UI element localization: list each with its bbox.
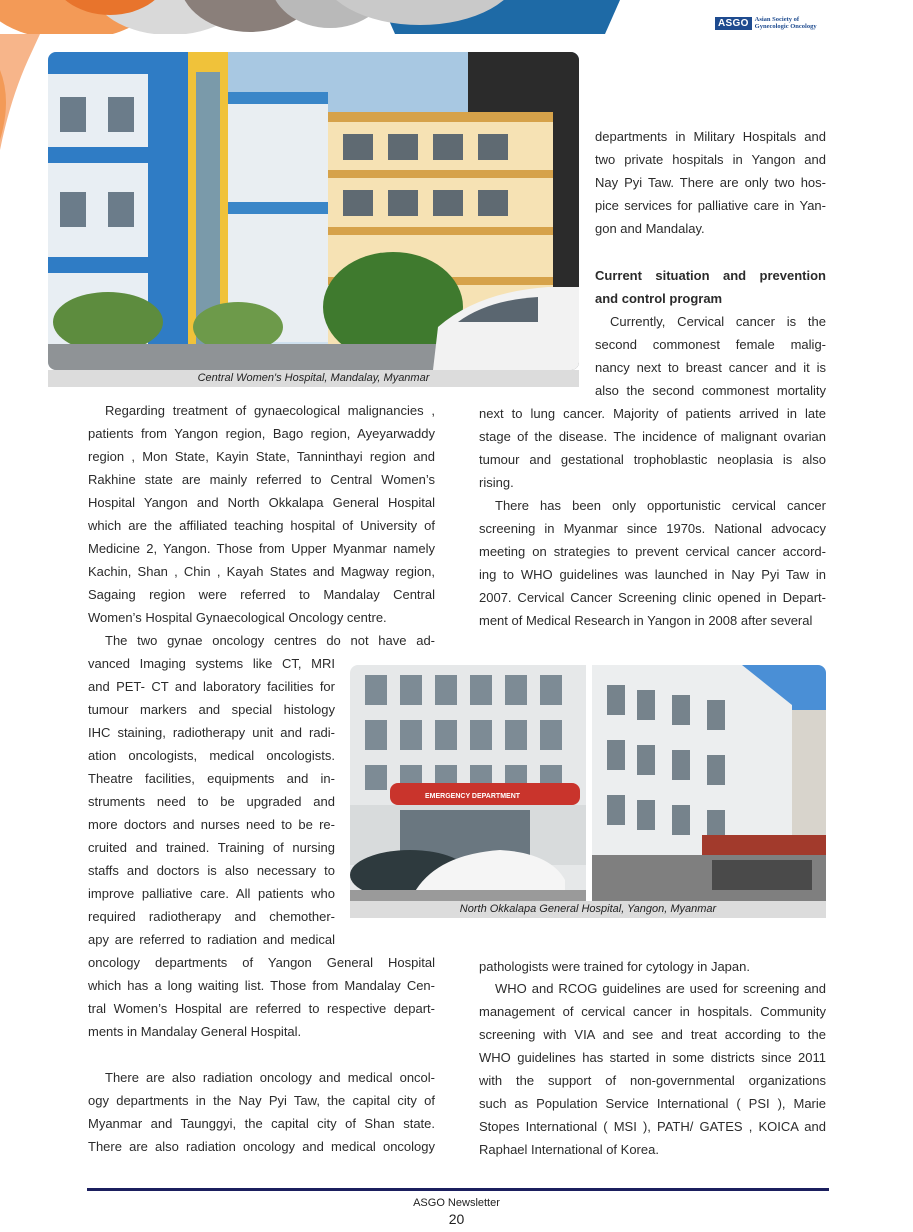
text-line: ation oncologists, medical oncologists. bbox=[88, 748, 335, 763]
text-line: pice services for palliative care in Yan- bbox=[595, 198, 826, 213]
logo-name bbox=[755, 16, 817, 30]
heading-line: Current situation and prevention bbox=[595, 268, 826, 283]
text-line: Medicine 2, Yangon. Those from Upper Myanmar namely bbox=[88, 541, 435, 556]
text-line: The two gynae oncology centres do not have ad- bbox=[105, 633, 435, 648]
text-line: Kachin, Shan , Chin , Kayah States and Magway region, bbox=[88, 564, 435, 579]
right-bottom-para-2 bbox=[479, 977, 826, 1161]
text-line: Regarding treatment of gynaecological malignancies , bbox=[105, 403, 435, 418]
left-para-2-first bbox=[88, 629, 435, 652]
text-line: Currently, Cervical cancer is the bbox=[610, 314, 826, 329]
left-para-1 bbox=[88, 399, 435, 629]
text-line: ogy departments in the Nay Pyi Taw, the capital city of bbox=[88, 1093, 435, 1108]
text-line: Myanmar and Taunggyi, the capital city of Shan state. bbox=[88, 1116, 435, 1131]
text-line: Raphael International of Korea. bbox=[479, 1142, 659, 1157]
text-line: There are also radiation oncology and medical oncology bbox=[88, 1139, 435, 1154]
photo-caption-middle: North Okkalapa General Hospital, Yangon, Myanmar bbox=[350, 901, 826, 918]
text-line: stage of the disease. The incidence of malignant ovarian bbox=[479, 429, 826, 444]
text-line: Nay Pyi Taw. There are only two hos- bbox=[595, 175, 826, 190]
text-line: screening with VIA and see and treat according to the bbox=[479, 1027, 826, 1042]
text-line: which are the affiliated teaching hospital of University of bbox=[88, 518, 435, 533]
text-line: and PET- CT and laboratory facilities for bbox=[88, 679, 335, 694]
text-line: IHC staining, radiotherapy unit and radi- bbox=[88, 725, 335, 740]
text-line: Hospital Yangon and North Okkalapa General Hospital bbox=[88, 495, 435, 510]
text-line: patients from Yangon region, Bago region, Ayeyarwaddy bbox=[88, 426, 435, 441]
logo-line-2: Gynecologic Oncology bbox=[754, 23, 817, 30]
left-para-2-narrow bbox=[88, 652, 335, 951]
text-line: second commonest female malig- bbox=[595, 337, 826, 352]
left-para-2-rest bbox=[88, 951, 435, 1043]
text-line: Women’s Hospital Gynaecological Oncology centre. bbox=[88, 610, 387, 625]
text-line: tral Women’s Hospital are referred to respective depart- bbox=[88, 1001, 435, 1016]
text-line: struments need to be upgraded and bbox=[88, 794, 335, 809]
text-line: two private hospitals in Yangon and bbox=[595, 152, 826, 167]
right-bottom-para-1 bbox=[479, 955, 826, 978]
text-line: screening in Myanmar since 1970s. National advocacy bbox=[479, 521, 826, 536]
text-line: 2007. Cervical Cancer Screening clinic opened in Depart- bbox=[479, 590, 826, 605]
photo-north-okkalapa-left bbox=[350, 665, 586, 901]
right-para-3 bbox=[479, 494, 826, 632]
page-number: 20 bbox=[448, 1211, 465, 1227]
text-line: gon and Mandalay. bbox=[595, 221, 705, 236]
text-line: rising. bbox=[479, 475, 514, 490]
photo-caption-top: Central Women's Hospital, Mandalay, Myanmar bbox=[48, 370, 579, 387]
text-line: tumour and gestational trophoblastic neoplasia is also bbox=[479, 452, 826, 467]
text-line: next to lung cancer. Majority of patients arrived in late bbox=[479, 406, 826, 421]
text-line: WHO and RCOG guidelines are used for screening and bbox=[495, 981, 826, 996]
text-line: staffs and doctors is also necessary to bbox=[88, 863, 335, 878]
text-line: ments in Mandalay General Hospital. bbox=[88, 1024, 302, 1039]
text-line: more doctors and nurses need to be re- bbox=[88, 817, 335, 832]
footer-divider bbox=[87, 1188, 829, 1191]
left-para-3 bbox=[88, 1066, 435, 1158]
asgo-logo bbox=[715, 16, 817, 30]
emergency-sign-text: EMERGENCY DEPARTMENT bbox=[425, 793, 521, 800]
footer-newsletter-title: ASGO Newsletter bbox=[413, 1197, 500, 1209]
text-line: required radiotherapy and chemother- bbox=[88, 909, 335, 924]
right-para-1 bbox=[595, 125, 826, 240]
text-line: region , Mon State, Kayin State, Tanninthayi region and bbox=[88, 449, 435, 464]
text-line: ment of Medical Research in Yangon in 2008 after several bbox=[479, 613, 813, 628]
photo-central-womens-hospital bbox=[48, 52, 579, 370]
text-line: Theatre facilities, equipments and in- bbox=[88, 771, 335, 786]
right-para-2-wide bbox=[479, 402, 826, 494]
text-line: which has a long waiting list. Those from Mandalay Cen- bbox=[88, 978, 435, 993]
text-line: nancy next to breast cancer and it is bbox=[595, 360, 826, 375]
text-line: oncology departments of Yangon General Hospital bbox=[88, 955, 435, 970]
text-line: There has been only opportunistic cervical cancer bbox=[495, 498, 826, 513]
text-line: pathologists were trained for cytology in Japan. bbox=[479, 959, 750, 974]
logo-mark: ASGO bbox=[715, 17, 752, 30]
text-line: with the support of non-governmental organizations bbox=[479, 1073, 826, 1088]
text-line: vanced Imaging systems like CT, MRI bbox=[88, 656, 335, 671]
text-line: improve palliative care. All patients who bbox=[88, 886, 335, 901]
text-line: departments in Military Hospitals and bbox=[595, 129, 826, 144]
text-line: Rakhine state are mainly referred to Central Women’s bbox=[88, 472, 435, 487]
text-line: tumour markers and special histology bbox=[88, 702, 335, 717]
text-line: There are also radiation oncology and medical oncol- bbox=[105, 1070, 435, 1085]
text-line: meeting on strategies to prevent cervical cancer accord- bbox=[479, 544, 826, 559]
text-line: WHO guidelines has started in some districts since 2011 bbox=[479, 1050, 826, 1065]
text-line: ing to WHO guidelines was launched in Nay Pyi Taw in bbox=[479, 567, 826, 582]
right-para-2-narrow bbox=[595, 310, 826, 402]
text-line: such as Population Service International ( PSI ), Marie bbox=[479, 1096, 826, 1111]
logo-line-1: Asian Society of bbox=[754, 16, 800, 23]
text-line: management of cervical cancer in hospitals. Community bbox=[479, 1004, 826, 1019]
text-line: Sagaing region were referred to Mandalay Central bbox=[88, 587, 435, 602]
section-heading bbox=[595, 264, 826, 310]
left-edge-decoration bbox=[0, 0, 40, 160]
text-line: also the second commonest mortality bbox=[595, 383, 826, 398]
heading-line: and control program bbox=[595, 291, 723, 306]
text-line: cruited and trained. Training of nursing bbox=[88, 840, 335, 855]
photo-north-okkalapa-right bbox=[592, 665, 826, 901]
text-line: apy are referred to radiation and medical bbox=[88, 932, 335, 947]
text-line: Stopes International ( MSI ), PATH/ GATES , KOICA and bbox=[479, 1119, 826, 1134]
